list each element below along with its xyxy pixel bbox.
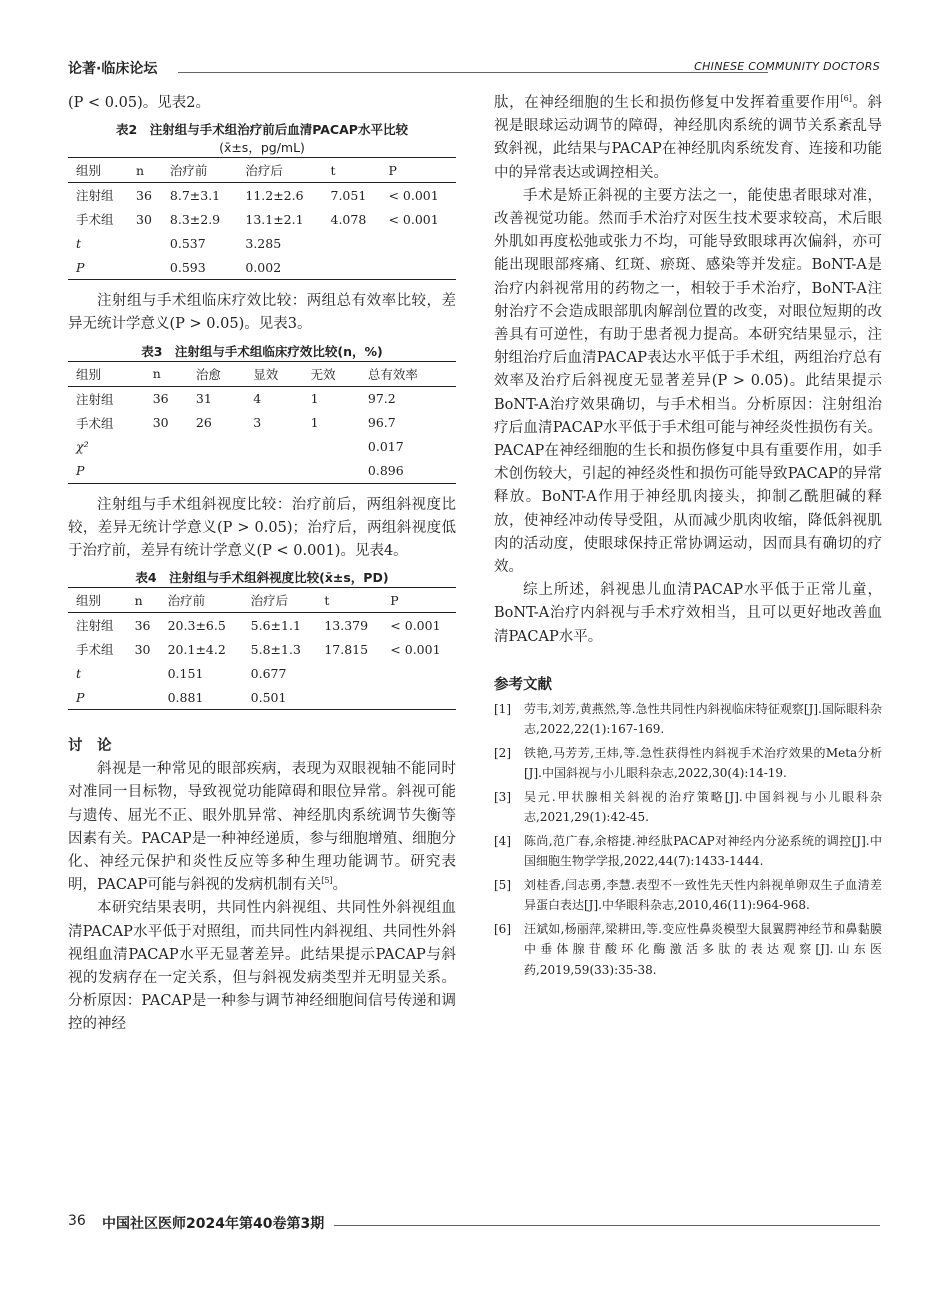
table-cell [245,435,302,459]
table-row [68,435,456,459]
reference-number: [4] [494,833,511,848]
table-cell: 4 [253,391,262,407]
table-cell: 7.051 [330,187,367,203]
table-cell: P [68,459,145,484]
references-heading: 参考文献 [494,676,552,693]
table-header: 无效 [303,361,360,386]
table-row [68,637,456,661]
table-cell: 13.379 [324,617,369,633]
table-cell: 手术组 [76,642,114,658]
table-row [68,255,456,280]
table3 [68,361,456,484]
reference-number: [3] [494,789,511,804]
table-cell: < 0.001 [388,187,439,203]
table-cell: P [68,255,128,280]
table-cell: 注射组 [76,188,114,204]
paragraph-strabismus-degree: 注射组与手术组斜视度比较：治疗前后，两组斜视度比较，差异无统计学意义(P > 0.05)；治疗后，两组斜视度低于治疗前，差异有统计学意义(P < 0.001)。见表4。 [68,496,456,560]
table-cell: 8.7±3.1 [169,187,221,203]
table3-caption: 表3 注射组与手术组临床疗效比较(n，%) [141,343,383,359]
table4-caption: 表4 注射组与手术组斜视度比较(x̄±s，PD) [135,570,389,586]
reference-text: 劳韦,刘芳,黄燕然,等.急性共同性内斜视临床特征观察[J].国际眼科杂志,2022,22(1):167-169. [524,701,882,737]
table-cell: 手术组 [76,415,114,431]
table-cell: t [76,665,82,681]
table4 [68,587,456,710]
paragraph-intro: (P < 0.05)。见表2。 [68,95,210,111]
table-row [68,231,456,255]
paragraph-discussion-2: 本研究结果表明，共同性内斜视组、共同性外斜视组血清PACAP水平低于对照组，而共同性内斜视组、共同性外斜视组血清PACAP水平无显著差异。此结果提示PACAP与斜视的发病存在一定关系，但与斜视发病类型并无明显关系。分析原因：PACAP是一种参与调节神经细胞间信号传递和调控的神经 [68,900,456,1033]
table-cell: 30 [152,415,169,431]
reference-item [494,787,882,828]
table-cell: 0.151 [167,665,204,681]
table-header: t [316,588,382,613]
page-number: 36 [68,1213,86,1229]
left-column [68,92,456,1037]
table-row [68,386,456,411]
table-cell [127,661,160,685]
table-cell: 20.1±4.2 [167,641,226,657]
table-cell: 20.3±6.5 [167,617,226,633]
reference-text: 汪斌如,杨丽萍,梁耕田,等.变应性鼻炎模型大鼠翼腭神经节和鼻黏膜中垂体腺苷酸环化酶激活多肽的表达观察[J].山东医药,2019,59(33):35-38. [524,921,882,977]
table-cell: 13.1±2.1 [245,211,304,227]
reference-item [494,743,882,784]
table-header: 组别 [68,361,145,386]
table-cell [323,255,381,280]
table-cell [145,435,188,459]
journal-issue: 中国社区医师2024年第40卷第3期 [102,1216,325,1232]
reference-item [494,699,882,740]
reference-number: [2] [494,745,511,760]
table-cell: 4.078 [330,211,367,227]
table-header: 显效 [245,361,302,386]
table-header: 治疗前 [162,158,237,183]
table-row [68,411,456,435]
table-cell: 31 [195,391,212,407]
table-cell: 3.285 [245,235,282,251]
table-cell: 36 [134,617,151,633]
table-cell: 36 [152,391,169,407]
table-header: 总有效率 [360,361,456,386]
table2-caption: 表2 注射组与手术组治疗前后血清PACAP水平比较 [116,122,408,138]
table-header: 治疗后 [237,158,322,183]
table-cell: 1 [310,391,319,407]
table-cell: 注射组 [76,391,114,407]
table-cell: 97.2 [367,391,396,407]
table-cell [382,685,456,710]
table-cell [303,459,360,484]
table-header: n [127,588,160,613]
discussion-heading: 讨 论 [68,738,112,755]
citation-5[interactable]: [5] [321,876,333,886]
journal-name-en: CHINESE COMMUNITY DOCTORS [694,60,880,73]
table-cell: 36 [136,187,152,203]
table-cell [303,435,360,459]
citation-6[interactable]: [6] [840,94,852,104]
table-cell [382,661,456,685]
table-cell: < 0.001 [390,617,441,633]
table-cell [127,685,160,710]
table-row [68,685,456,710]
reference-text: 刘桂香,闫志勇,李慧.表型不一致性先天性内斜视单卵双生子血清差异蛋白表达[J].中华眼科杂志,2010,46(11):964-968. [524,877,882,913]
reference-number: [6] [494,921,511,936]
table-cell [145,459,188,484]
table-header: 治疗前 [160,588,243,613]
table-header: 治疗后 [243,588,317,613]
table-row [68,459,456,484]
table-cell: 26 [195,415,212,431]
table-cell: 5.6±1.1 [250,617,301,633]
table2 [68,157,456,280]
table-cell [323,231,381,255]
table-cell: 0.677 [250,665,287,681]
right-column [494,92,882,983]
table-cell: 5.8±1.3 [250,641,301,657]
table-cell: 3 [253,415,262,431]
punctuation: 。 [332,877,348,894]
table-header: n [145,361,188,386]
table-cell [380,231,456,255]
table-cell: 0.017 [367,439,404,455]
paragraph-text: 肽，在神经细胞的生长和损伤修复中发挥着重要作用 [494,95,841,111]
table-header: 组别 [68,158,128,183]
table-cell [380,255,456,280]
table-cell [128,231,162,255]
reference-item [494,831,882,872]
table-cell: < 0.001 [388,211,439,227]
table-cell: 96.7 [367,415,396,431]
header-rule [178,72,768,73]
reference-text: 吴元.甲状腺相关斜视的治疗策略[J].中国斜视与小儿眼科杂志,2021,29(1):42-45. [524,789,882,825]
table-header: 组别 [68,588,127,613]
reference-number: [5] [494,877,511,892]
table-cell: χ² [76,439,89,455]
table-cell [188,435,245,459]
paragraph-surgery: 手术是矫正斜视的主要方法之一，能使患者眼球对准，改善视觉功能。然而手术治疗对医生技术要求较高，术后眼外肌如再度松弛或张力不均，可能导致眼球再次偏斜，亦可能出现眼部疼痛、红斑、瘀斑、感染等并发症。BoNT-A是治疗内斜视常用的药物之一，相较于手术治疗，BoNT-A注射治疗不会造成眼部肌肉解剖位置的改变，对眼位短期的改善具有可逆性，有助于患者视力提高。本研究结果显示，注射组治疗后血清PACAP表达水平低于手术组，两组治疗总有效率及治疗后斜视度无显著差异(P > 0.05)。此结果提示BoNT-A治疗效果确切，与手术相当。分析原因：注射组治疗后血清PACAP水平低于手术组可能与神经炎性损伤有关。PACAP在神经细胞的生长和损伤修复中具有重要作用，如手术创伤较大，引起的神经炎性和损伤可能导致PACAP的异常释放。BoNT-A作用于神经肌肉接头，抑制乙酰胆碱的释放，使神经冲动传导受阻，从而减少肌肉收缩，降低斜视肌肉的活动度，使眼球保持正常协调运动，因而具有确切的疗效。 [494,187,882,576]
paragraph-efficacy: 注射组与手术组临床疗效比较：两组总有效率比较，差异无统计学意义(P > 0.05)。见表3。 [68,293,456,333]
table-cell: 0.881 [160,685,243,710]
table-cell: t [76,235,82,251]
table-header: n [128,158,162,183]
table-cell: 30 [134,641,151,657]
table2-unit: (x̄±s，pg/mL) [219,140,305,156]
table-cell [245,459,302,484]
table-cell: 1 [310,415,319,431]
table-cell: 0.593 [162,255,237,280]
table-cell: 17.815 [324,641,369,657]
table-cell [316,661,382,685]
table-cell: 0.002 [237,255,322,280]
footer-rule [334,1225,880,1226]
paragraph-text: 。斜视是眼球运动调节的障碍，神经肌肉系统的调节关系紊乱导致斜视，此结果与PACAP在神经肌肉系统发育、连接和功能中的异常表达或调控相关。 [494,95,883,181]
table-cell: 0.896 [360,459,456,484]
table-cell [188,459,245,484]
table-row [68,207,456,231]
table-cell: 手术组 [76,212,114,228]
table-header: 治愈 [188,361,245,386]
reference-item [494,919,882,981]
table-cell: < 0.001 [390,641,441,657]
table-cell: 注射组 [76,618,114,634]
table-row [68,661,456,685]
table-cell: 11.2±2.6 [245,187,304,203]
table-cell: 0.537 [169,235,206,251]
section-label: 论著·临床论坛 [68,61,158,77]
reference-text: 陈尚,范广春,余榕捷.神经肽PACAP对神经内分泌系统的调控[J].中国细胞生物学学报,2022,44(7):1433-1444. [524,833,882,869]
paragraph-discussion-1 [68,758,456,897]
table-cell: 0.501 [243,685,317,710]
table-row [68,183,456,208]
table-cell: P [68,685,127,710]
reference-item [494,875,882,916]
paragraph-continued [494,92,882,185]
paragraph-conclusion: 综上所述，斜视患儿血清PACAP水平低于正常儿童，BoNT-A治疗内斜视与手术疗效相当，且可以更好地改善血清PACAP水平。 [494,582,882,645]
reference-text: 铁艳,马芳芳,王炜,等.急性获得性内斜视手术治疗效果的Meta分析[J].中国斜视与小儿眼科杂志,2022,30(4):14-19. [524,745,882,781]
paragraph-text: 斜视是一种常见的眼部疾病，表现为双眼视轴不能同时对准同一目标物，导致视觉功能障碍和眼位异常。斜视可能与遗传、屈光不正、眼外肌异常、神经肌肉系统调节失衡等因素有关。PACAP是一种神经递质，参与细胞增殖、细胞分化、神经元保护和炎性反应等多种生理功能调节。研究表明，PACAP可能与斜视的发病机制有关 [68,761,456,894]
table-cell: 8.3±2.9 [169,211,221,227]
table-cell: 30 [136,211,152,227]
reference-number: [1] [494,701,511,716]
table-row [68,613,456,638]
table-cell [128,255,162,280]
table-header: t [323,158,381,183]
table-header: P [380,158,456,183]
table-cell [316,685,382,710]
table-header: P [382,588,456,613]
